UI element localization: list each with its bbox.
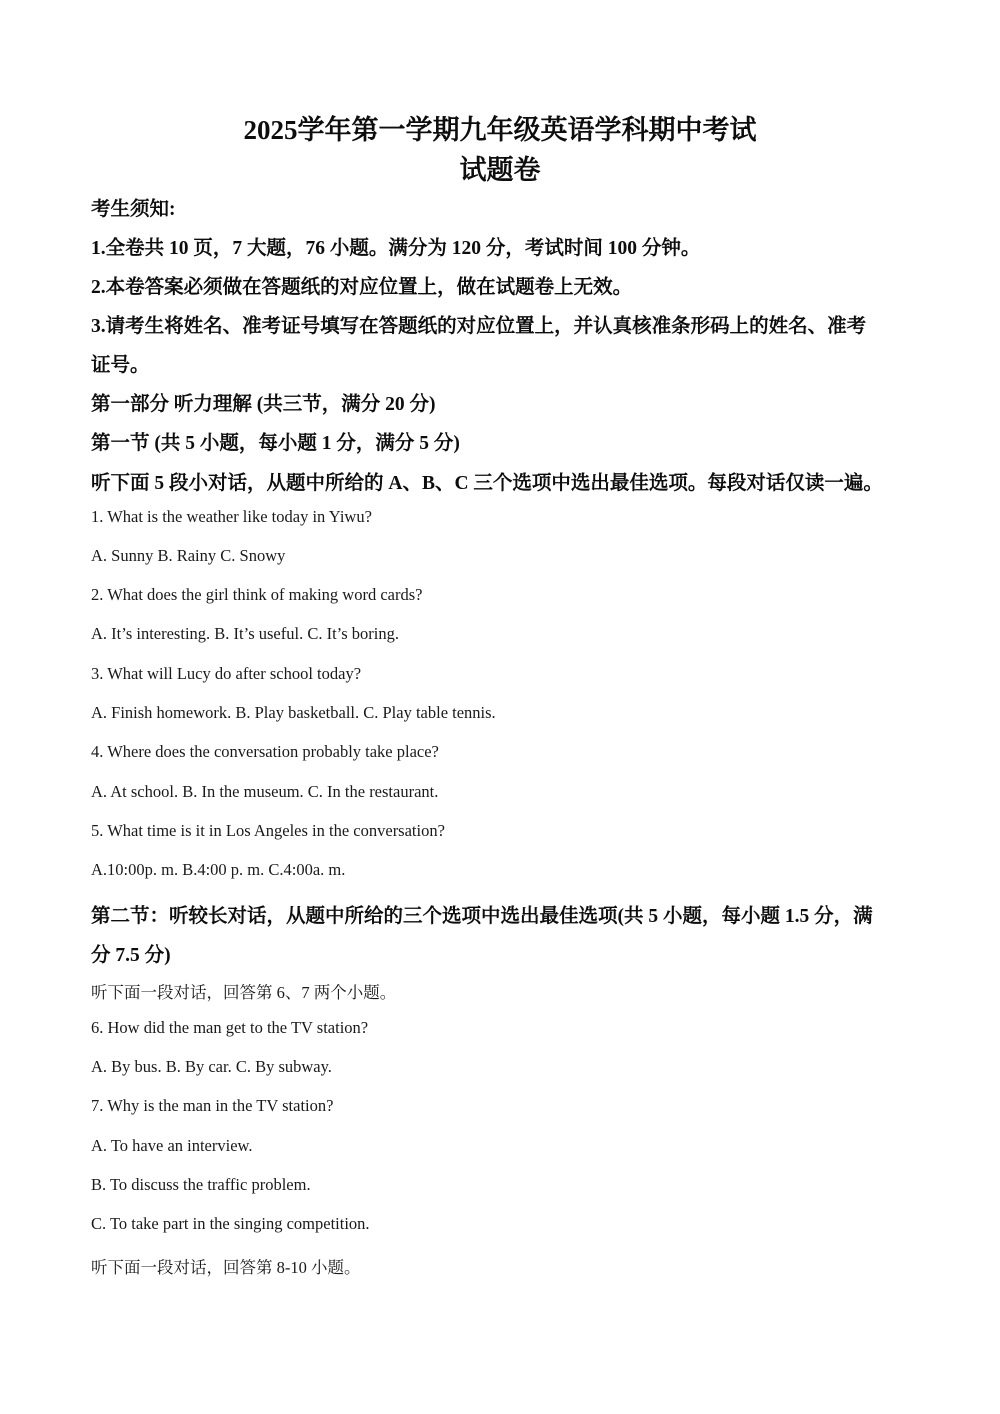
question-3-options: A. Finish homework. B. Play basketball. C. Play table tennis.	[91, 703, 496, 722]
exam-subtitle: 试题卷	[459, 155, 541, 185]
section2-heading: 第二节：听较长对话，从题中所给的三个选项中选出最佳选项(共 5 小题，每小题 1.5 分，满	[91, 906, 873, 927]
question-2: 2. What does the girl think of making word cards?	[91, 585, 423, 604]
notice-item-1: 1.全卷共 10 页，7 大题，76 小题。满分为 120 分，考试时间 100 分钟。	[91, 238, 701, 259]
section2-instruction-6-7: 听下面一段对话，回答第 6、7 两个小题。	[91, 983, 397, 1002]
question-3: 3. What will Lucy do after school today?	[91, 664, 362, 683]
notice-item-2: 2.本卷答案必须做在答题纸的对应位置上，做在试题卷上无效。	[91, 277, 633, 298]
section2-instruction-8-10: 听下面一段对话，回答第 8-10 小题。	[91, 1258, 361, 1277]
notice-item-3: 3.请考生将姓名、准考证号填写在答题纸的对应位置上，并认真核准条形码上的姓名、准考	[91, 316, 867, 337]
question-7-option-a: A. To have an interview.	[91, 1136, 253, 1155]
question-1: 1. What is the weather like today in Yiwu?	[91, 507, 372, 526]
question-5: 5. What time is it in Los Angeles in the conversation?	[91, 821, 445, 840]
question-4: 4. Where does the conversation probably take place?	[91, 742, 439, 761]
notice-item-3-cont: 证号。	[91, 355, 150, 376]
question-7-option-b: B. To discuss the traffic problem.	[91, 1175, 311, 1194]
section1-instruction: 听下面 5 段小对话，从题中所给的 A、B、C 三个选项中选出最佳选项。每段对话仅读一遍。	[91, 473, 883, 494]
question-5-options: A.10:00p. m. B.4:00 p. m. C.4:00a. m.	[91, 860, 346, 879]
question-6-options: A. By bus. B. By car. C. By subway.	[91, 1057, 332, 1076]
question-6: 6. How did the man get to the TV station?	[91, 1018, 369, 1037]
question-2-options: A. It’s interesting. B. It’s useful. C. It’s boring.	[91, 624, 399, 643]
question-1-options: A. Sunny B. Rainy C. Snowy	[91, 546, 286, 565]
exam-title: 2025学年第一学期九年级英语学科期中考试	[243, 115, 757, 145]
part1-heading: 第一部分 听力理解 (共三节，满分 20 分)	[91, 394, 436, 415]
question-7-option-c: C. To take part in the singing competition.	[91, 1214, 370, 1233]
notice-heading: 考生须知:	[91, 199, 176, 220]
question-7: 7. Why is the man in the TV station?	[91, 1096, 334, 1115]
section1-heading: 第一节 (共 5 小题，每小题 1 分，满分 5 分)	[91, 433, 460, 454]
question-4-options: A. At school. B. In the museum. C. In the restaurant.	[91, 782, 439, 801]
section2-heading-cont: 分 7.5 分)	[91, 945, 171, 966]
